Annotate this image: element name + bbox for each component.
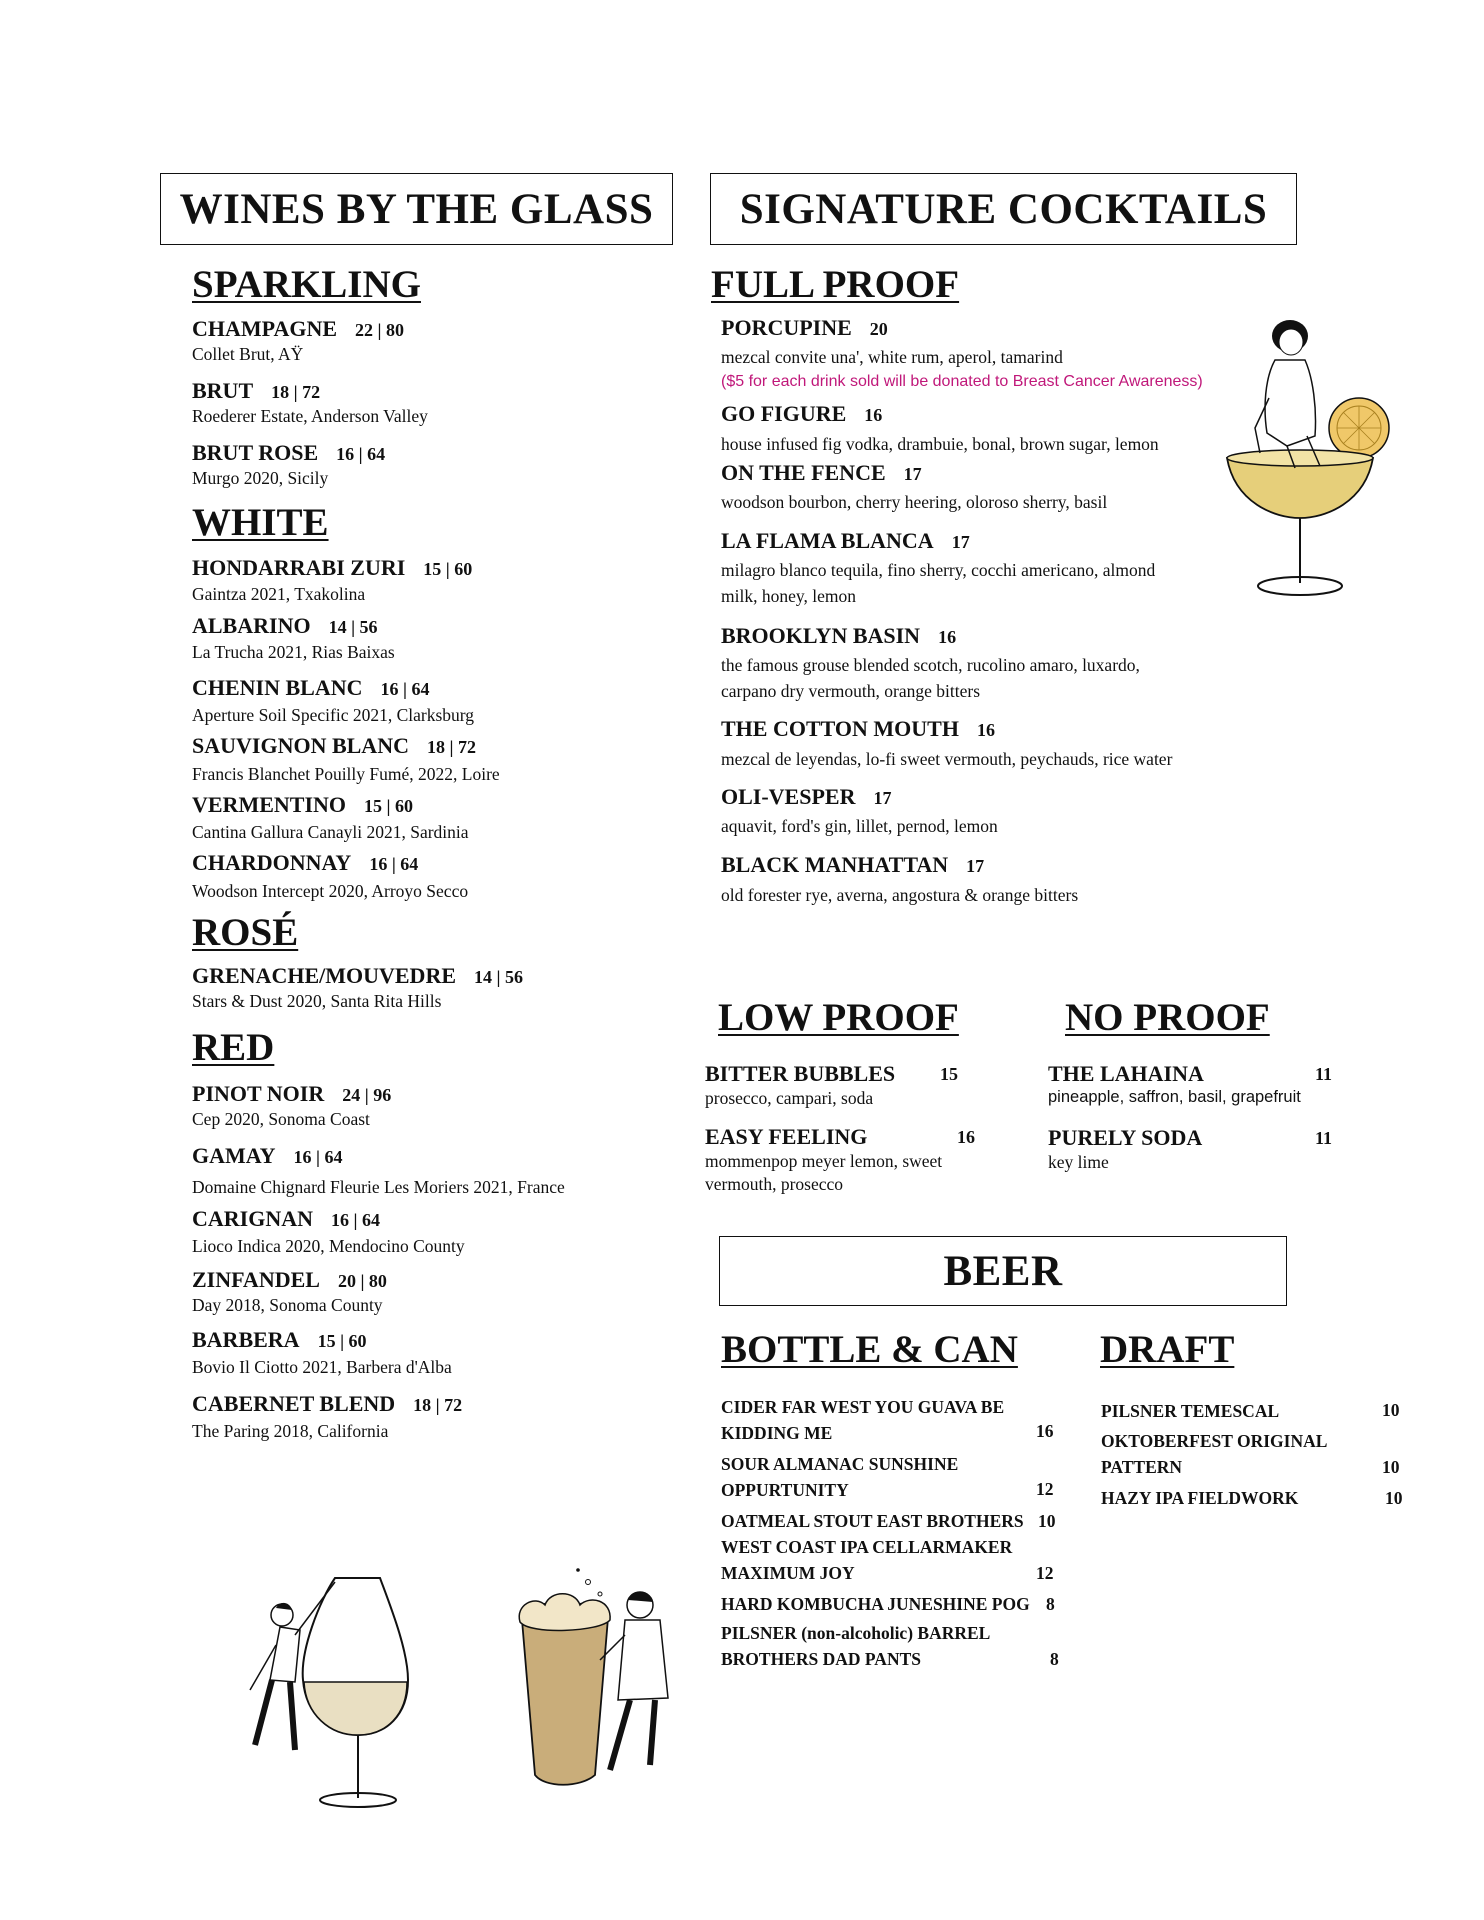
wine-desc: Collet Brut, AŸ: [192, 344, 304, 364]
wine-name: BRUT: [192, 378, 254, 403]
cocktail-name-easy-feeling: EASY FEELING: [705, 1124, 868, 1149]
wine-glass-illustration: [240, 1560, 440, 1810]
wine-item-gamay: [192, 1143, 343, 1169]
wine-item-zinfandel: [192, 1267, 387, 1293]
wine-item-vermentino: [192, 792, 413, 818]
cocktail-desc: house infused fig vodka, drambuie, bonal, brown sugar, lemon: [721, 434, 1159, 454]
bottle-and-can-heading: BOTTLE & CAN: [721, 1328, 1018, 1371]
wine-desc: Stars & Dust 2020, Santa Rita Hills: [192, 991, 442, 1011]
beer-name: HARD KOMBUCHA JUNESHINE POG: [721, 1594, 1030, 1614]
wine-item-grenache-mouvedre: [192, 963, 523, 989]
cocktail-name: THE COTTON MOUTH: [721, 716, 959, 741]
cocktail-desc-cont: milk, honey, lemon: [721, 586, 856, 606]
cocktail-price: 20: [869, 319, 888, 339]
wine-name: ALBARINO: [192, 613, 311, 638]
wine-desc: Francis Blanchet Pouilly Fumé, 2022, Loire: [192, 764, 500, 784]
beer-name-cont: OPPURTUNITY: [721, 1480, 849, 1500]
wine-desc: Day 2018, Sonoma County: [192, 1295, 383, 1315]
wine-price: 16 | 64: [293, 1147, 343, 1167]
wine-item-champagne: [192, 316, 404, 342]
wine-item-chenin-blanc: [192, 675, 430, 701]
white-heading: WHITE: [192, 501, 329, 544]
wine-desc: La Trucha 2021, Rias Baixas: [192, 642, 395, 662]
cocktail-desc: mezcal convite una', white rum, aperol, tamarind: [721, 347, 1063, 367]
wine-price: 16 | 64: [369, 854, 419, 874]
cocktail-item-brooklyn-basin: [721, 623, 956, 649]
wine-desc: Cantina Gallura Canayli 2021, Sardinia: [192, 822, 469, 842]
beer-name-cont: BROTHERS DAD PANTS: [721, 1649, 921, 1669]
wine-item-hondarrabi-zuri: [192, 555, 472, 581]
cocktail-name-purely-soda: PURELY SODA: [1048, 1125, 1203, 1150]
beer-name: PILSNER (non-alcoholic) BARREL: [721, 1623, 991, 1643]
beer-price: 10: [1385, 1488, 1403, 1508]
wine-price: 16 | 64: [336, 444, 386, 464]
beer-name: WEST COAST IPA CELLARMAKER: [721, 1537, 1013, 1557]
beer-banner: [719, 1236, 1287, 1306]
wine-desc: The Paring 2018, California: [192, 1421, 389, 1441]
wine-name: GRENACHE/MOUVEDRE: [192, 963, 457, 988]
wine-item-brut: [192, 378, 320, 404]
wine-price: 15 | 60: [317, 1331, 367, 1351]
beer-name: PILSNER TEMESCAL: [1101, 1401, 1280, 1421]
wine-price: 20 | 80: [337, 1271, 387, 1291]
cocktail-item-la-flama-blanca: [721, 528, 970, 554]
cocktail-name: BLACK MANHATTAN: [721, 852, 949, 877]
wine-item-sauvignon-blanc: [192, 733, 476, 759]
wine-price: 14 | 56: [474, 967, 523, 987]
cocktail-item-porcupine: [721, 315, 888, 341]
wine-desc: Aperture Soil Specific 2021, Clarksburg: [192, 705, 475, 725]
beer-name: SOUR ALMANAC SUNSHINE: [721, 1454, 959, 1474]
cocktail-price: 17: [951, 532, 970, 552]
sparkling-heading: SPARKLING: [192, 263, 421, 306]
cocktail-desc-cont: carpano dry vermouth, orange bitters: [721, 681, 981, 701]
wine-price: 22 | 80: [355, 320, 404, 340]
beer-name: HAZY IPA FIELDWORK: [1101, 1488, 1299, 1508]
wine-name: GAMAY: [192, 1143, 276, 1168]
cocktail-price: 17: [966, 856, 985, 876]
cocktail-price: 15: [940, 1064, 958, 1084]
cocktail-price: 17: [903, 464, 922, 484]
wine-item-carignan: [192, 1206, 380, 1232]
wine-desc: Lioco Indica 2020, Mendocino County: [192, 1236, 465, 1256]
red-heading: RED: [192, 1026, 275, 1069]
wine-name: VERMENTINO: [192, 792, 347, 817]
no-proof-heading: NO PROOF: [1065, 996, 1270, 1039]
wine-price: 15 | 60: [364, 796, 413, 816]
wine-price: 16 | 64: [380, 679, 430, 699]
cocktails-banner: [710, 173, 1297, 245]
wine-name: BRUT ROSE: [192, 440, 319, 465]
wine-desc: Bovio Il Ciotto 2021, Barbera d'Alba: [192, 1357, 452, 1377]
cocktail-price: 16: [976, 720, 995, 740]
wine-price: 18 | 72: [271, 382, 321, 402]
wine-item-cabernet-blend: [192, 1391, 462, 1417]
cocktail-price: 16: [957, 1127, 975, 1147]
cocktail-desc: milagro blanco tequila, fino sherry, cocchi americano, almond: [721, 560, 1156, 580]
cocktail-item-black-manhattan: [721, 852, 984, 878]
cocktail-price: 17: [873, 788, 892, 808]
wines-banner-title: WINES BY THE GLASS: [179, 185, 654, 233]
beer-name: CIDER FAR WEST YOU GUAVA BE: [721, 1397, 1005, 1417]
beer-banner-title: BEER: [943, 1247, 1063, 1295]
wine-price: 16 | 64: [331, 1210, 380, 1230]
wine-desc: Gaintza 2021, Txakolina: [192, 584, 366, 604]
beer-price: 8: [1046, 1594, 1055, 1614]
cocktail-desc-cont: vermouth, prosecco: [705, 1174, 844, 1194]
wine-price: 14 | 56: [328, 617, 378, 637]
cocktail-desc: woodson bourbon, cherry heering, oloroso sherry, basil: [721, 492, 1108, 512]
beer-price: 12: [1036, 1479, 1054, 1499]
cocktail-glass-illustration: [1225, 318, 1385, 618]
beer-price: 16: [1036, 1421, 1054, 1441]
cocktail-price: 11: [1315, 1064, 1333, 1084]
beer-price: 10: [1382, 1400, 1400, 1420]
wine-name: ZINFANDEL: [192, 1267, 320, 1292]
cocktail-name: LA FLAMA BLANCA: [721, 528, 934, 553]
cocktail-item-go-figure: [721, 401, 882, 427]
cocktail-desc: old forester rye, averna, angostura & orange bitters: [721, 885, 1079, 905]
cocktail-item-on-the-fence: [721, 460, 922, 486]
wine-price: 18 | 72: [426, 737, 476, 757]
cocktails-banner-title: SIGNATURE COCKTAILS: [739, 185, 1268, 233]
cocktail-desc: the famous grouse blended scotch, rucolino amaro, luxardo,: [721, 655, 1140, 675]
wine-desc: Murgo 2020, Sicily: [192, 468, 329, 488]
beer-name-cont: PATTERN: [1101, 1457, 1183, 1477]
beer-glass-illustration: [500, 1560, 700, 1810]
beer-name: OATMEAL STOUT EAST BROTHERS: [721, 1511, 1024, 1531]
cocktail-name-bitter-bubbles: BITTER BUBBLES: [705, 1061, 896, 1086]
beer-name-cont: MAXIMUM JOY: [721, 1563, 855, 1583]
wine-name: SAUVIGNON BLANC: [192, 733, 409, 758]
wine-price: 24 | 96: [342, 1085, 392, 1105]
beer-price: 8: [1050, 1649, 1059, 1669]
wine-item-albarino: [192, 613, 378, 639]
cocktail-desc: aquavit, ford's gin, lillet, pernod, lemon: [721, 816, 998, 836]
wine-item-barbera: [192, 1327, 367, 1353]
wine-name: CABERNET BLEND: [192, 1391, 396, 1416]
wine-desc: Cep 2020, Sonoma Coast: [192, 1109, 370, 1129]
wines-banner: [160, 173, 673, 245]
rose-heading: ROSÉ: [192, 911, 299, 954]
cocktail-desc: pineapple, saffron, basil, grapefruit: [1048, 1088, 1301, 1106]
beer-name-cont: KIDDING ME: [721, 1423, 833, 1443]
wine-name: HONDARRABI ZURI: [192, 555, 406, 580]
beer-price: 12: [1036, 1563, 1054, 1583]
cocktail-name: OLI-VESPER: [721, 784, 856, 809]
cocktail-name: BROOKLYN BASIN: [721, 623, 921, 648]
wine-name: BARBERA: [192, 1327, 300, 1352]
cocktail-desc: key lime: [1048, 1152, 1109, 1172]
wine-name: CHENIN BLANC: [192, 675, 363, 700]
wine-name: CHAMPAGNE: [192, 316, 338, 341]
cocktail-price: 16: [864, 405, 883, 425]
beer-price: 10: [1382, 1457, 1400, 1477]
donation-note: ($5 for each drink sold will be donated to Breast Cancer Awareness): [721, 373, 1203, 390]
cocktail-desc: mezcal de leyendas, lo-fi sweet vermouth, peychauds, rice water: [721, 749, 1173, 769]
cocktail-name: GO FIGURE: [721, 401, 847, 426]
cocktail-price: 16: [938, 627, 957, 647]
wine-desc: Domaine Chignard Fleurie Les Moriers 2021, France: [192, 1177, 565, 1197]
low-proof-heading: LOW PROOF: [718, 996, 959, 1039]
cocktail-item-oli-vesper: [721, 784, 891, 810]
wine-desc: Woodson Intercept 2020, Arroyo Secco: [192, 881, 469, 901]
wine-item-pinot-noir: [192, 1081, 391, 1107]
beer-price: 10: [1038, 1511, 1056, 1531]
wine-item-brut-rose: [192, 440, 385, 466]
draft-heading: DRAFT: [1100, 1328, 1235, 1371]
cocktail-desc: mommenpop meyer lemon, sweet: [705, 1151, 943, 1171]
cocktail-price: 11: [1315, 1128, 1333, 1148]
cocktail-name: ON THE FENCE: [721, 460, 886, 485]
cocktail-name: PORCUPINE: [721, 315, 852, 340]
wine-name: PINOT NOIR: [192, 1081, 325, 1106]
full-proof-heading: FULL PROOF: [711, 263, 960, 306]
wine-price: 15 | 60: [423, 559, 473, 579]
cocktail-item-the-cotton-mouth: [721, 716, 995, 742]
wine-desc: Roederer Estate, Anderson Valley: [192, 406, 428, 426]
cocktail-name-the-lahaina: THE LAHAINA: [1048, 1061, 1204, 1086]
wine-item-chardonnay: [192, 850, 418, 876]
wine-price: 18 | 72: [413, 1395, 463, 1415]
beer-name: OKTOBERFEST ORIGINAL: [1101, 1431, 1328, 1451]
wine-name: CARIGNAN: [192, 1206, 313, 1231]
wine-name: CHARDONNAY: [192, 850, 352, 875]
cocktail-desc: prosecco, campari, soda: [705, 1088, 874, 1108]
